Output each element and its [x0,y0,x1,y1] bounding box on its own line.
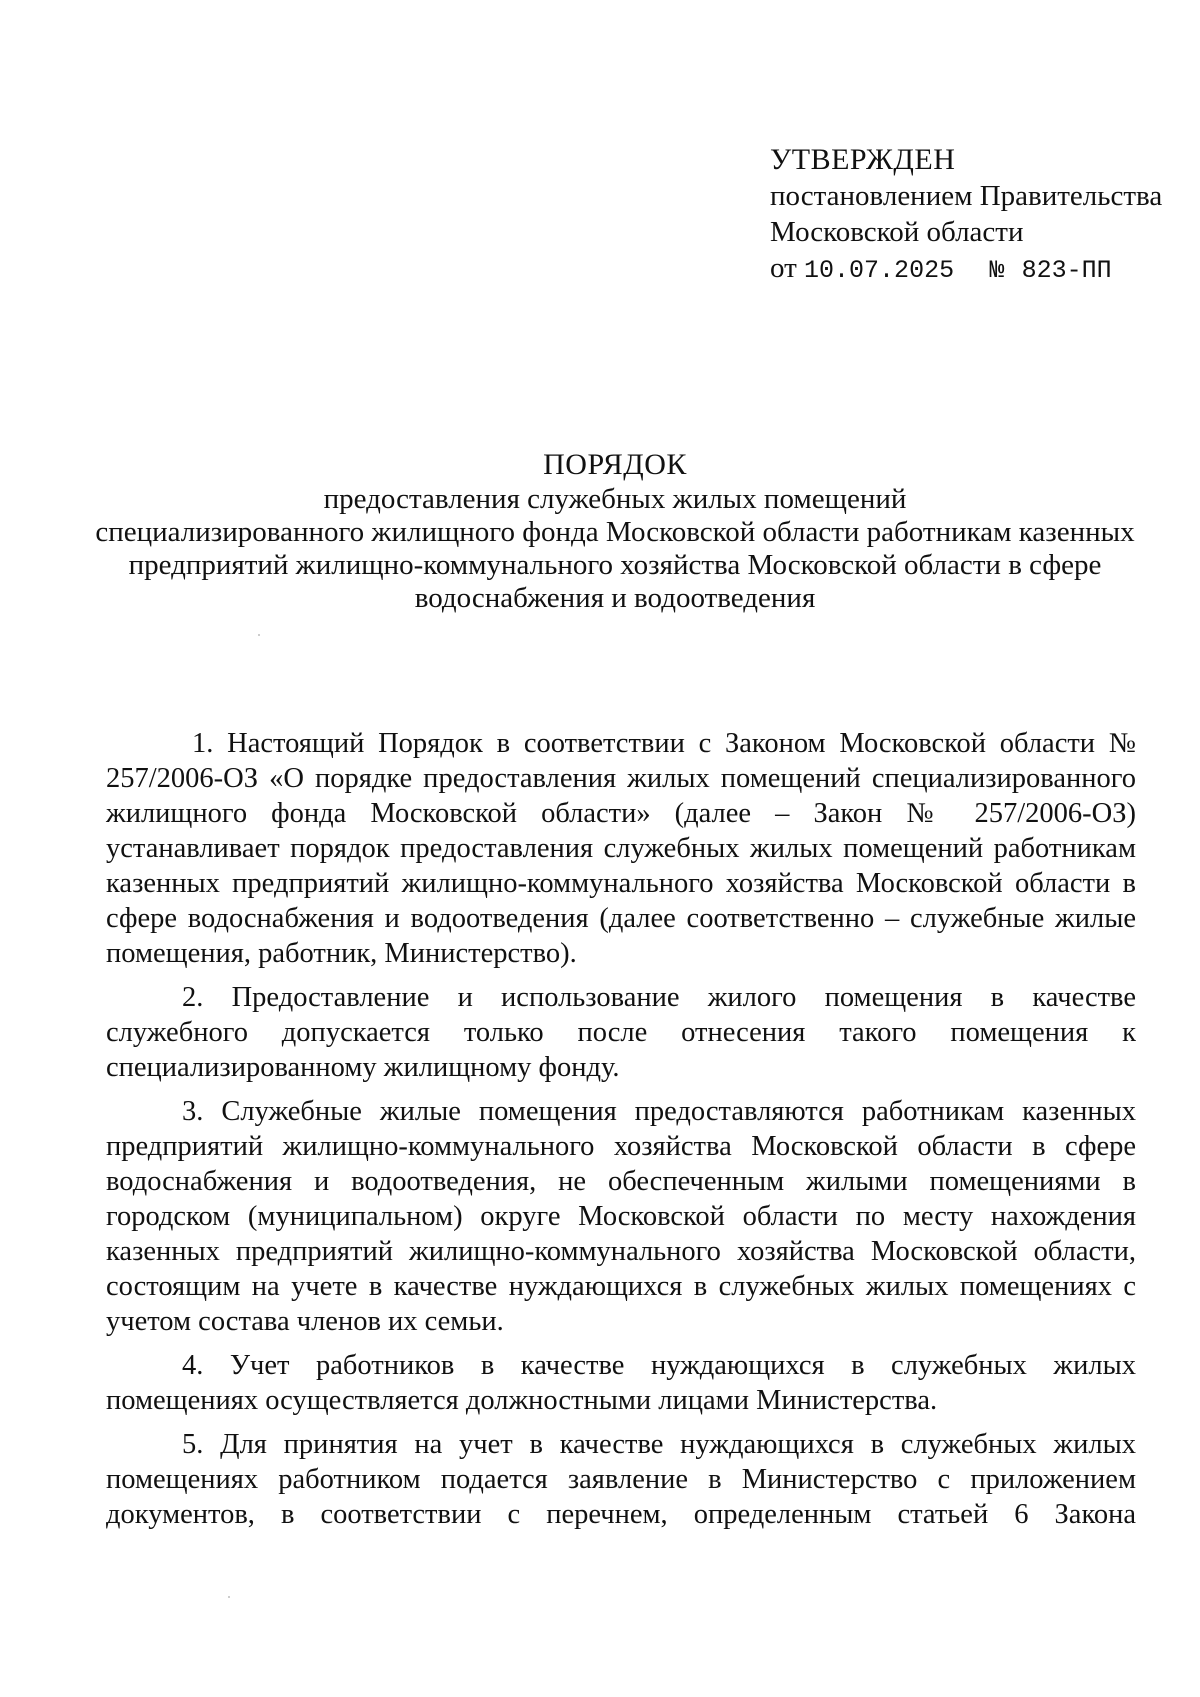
approval-number-sign: № [989,256,1005,285]
approval-date: 10.07.2025 [804,256,955,285]
scan-speck [258,634,260,636]
approval-line-2: Московской области [770,216,1024,248]
approval-date-prefix: от [770,252,797,284]
paragraph-5: 5. Для принятия на учет в качестве нуждающихся в служебных жилых помещениях работником подается заявление в Министерство с приложением документов, в соответствии с перечнем, определенным статьей 6 Закона [106,1429,1136,1530]
heading-subtitle-line: предоставления служебных жилых помещений [323,483,907,515]
paragraph-3: 3. Служебные жилые помещения предоставляются работникам казенных предприятий жилищно-коммунального хозяйства Московской области в сфере водоснабжения и водоотведения, не обеспеченным жилыми помещениями в городском (муниципальном) округе Московской области по месту нахождения казенных предприятий жилищно-коммунального хозяйства Московской области, состоящим на учете в качестве нуждающихся в служебных жилых помещениях с учетом состава членов их семьи. [106,1096,1136,1337]
paragraph-2: 2. Предоставление и использование жилого помещения в качестве служебного допускается только после отнесения такого помещения к специализированному жилищному фонду. [106,982,1136,1083]
approval-number: 823-ПП [1021,256,1112,285]
document-body [106,726,1136,1541]
paragraph-1: 1. Настоящий Порядок в соответствии с Законом Московской области № 257/2006-ОЗ «О порядке предоставления жилых помещений специализированного жилищного фонда Московской области» (далее – Закон № 257/2006-ОЗ) устанавливает порядок предоставления служебных жилых помещений работникам казенных предприятий жилищно-коммунального хозяйства Московской области в сфере водоснабжения и водоотведения (далее соответственно – служебные жилые помещения, работник, Министерство). [106,728,1136,969]
heading-subtitle-line: предприятий жилищно-коммунального хозяйства Московской области в сфере [128,549,1102,581]
document-heading [90,448,1140,615]
approval-line-1: постановлением Правительства [770,180,1163,212]
document-type-title: ПОРЯДОК [543,448,687,481]
paragraph-4: 4. Учет работников в качестве нуждающихся в служебных жилых помещениях осуществляется должностными лицами Министерства. [106,1350,1136,1416]
heading-subtitle-line: водоснабжения и водоотведения [414,582,816,614]
heading-subtitle-line: специализированного жилищного фонда Московской области работникам казенных [95,516,1135,548]
approval-block [770,142,1170,289]
approval-title: УТВЕРЖДЕН [770,143,956,176]
scan-speck [228,1596,230,1598]
approval-date-line [770,250,1170,289]
